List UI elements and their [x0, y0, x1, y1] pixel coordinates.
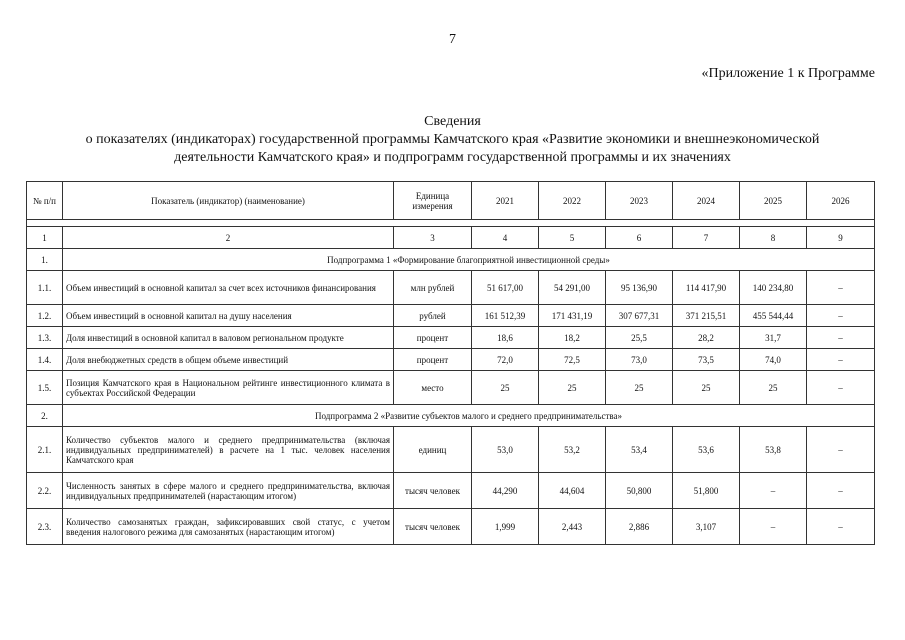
indicator-value: 73,5 — [673, 349, 740, 371]
header-year: 2021 — [472, 182, 539, 220]
indicator-value: – — [807, 509, 875, 545]
indicator-unit: процент — [394, 327, 472, 349]
table-row — [27, 427, 875, 473]
column-number: 6 — [606, 227, 673, 249]
indicator-num: 2.2. — [27, 473, 63, 509]
indicator-value: 25 — [539, 371, 606, 405]
indicator-value: – — [807, 473, 875, 509]
indicator-num: 2.1. — [27, 427, 63, 473]
indicator-value: 54 291,00 — [539, 271, 606, 305]
indicator-name: Численность занятых в сфере малого и среднего предпринимательства, включая индивидуальных предпринимателей (нарастающим итогом) — [63, 473, 394, 509]
row-gap — [27, 220, 875, 227]
column-number: 8 — [740, 227, 807, 249]
header-indicator: Показатель (индикатор) (наименование) — [63, 182, 394, 220]
indicator-value: 161 512,39 — [472, 305, 539, 327]
indicator-value: 44,290 — [472, 473, 539, 509]
subprogram-row — [27, 249, 875, 271]
indicator-value: 72,5 — [539, 349, 606, 371]
indicator-num: 1.2. — [27, 305, 63, 327]
indicator-value: – — [807, 271, 875, 305]
header-year: 2022 — [539, 182, 606, 220]
column-number: 7 — [673, 227, 740, 249]
indicator-name: Объем инвестиций в основной капитал на душу населения — [63, 305, 394, 327]
column-number: 2 — [63, 227, 394, 249]
indicator-value: 53,4 — [606, 427, 673, 473]
header-year: 2024 — [673, 182, 740, 220]
indicator-value: 455 544,44 — [740, 305, 807, 327]
indicator-value: 171 431,19 — [539, 305, 606, 327]
header-row — [27, 182, 875, 220]
indicator-value: 114 417,90 — [673, 271, 740, 305]
indicator-num: 1.3. — [27, 327, 63, 349]
indicator-value: 25 — [740, 371, 807, 405]
indicator-unit: рублей — [394, 305, 472, 327]
subprogram-num: 1. — [27, 249, 63, 271]
indicator-value: 25 — [673, 371, 740, 405]
table-row — [27, 327, 875, 349]
document-heading — [30, 113, 875, 167]
indicator-name: Доля внебюджетных средств в общем объеме инвестиций — [63, 349, 394, 371]
indicator-value: 28,2 — [673, 327, 740, 349]
subprogram-row — [27, 405, 875, 427]
indicator-value: 140 234,80 — [740, 271, 807, 305]
indicator-unit: тысяч человек — [394, 509, 472, 545]
indicator-value: 44,604 — [539, 473, 606, 509]
appendix-label: «Приложение 1 к Программе — [701, 66, 875, 81]
indicator-value: – — [807, 427, 875, 473]
header-num: № п/п — [27, 182, 63, 220]
indicator-value: 2,443 — [539, 509, 606, 545]
indicator-value: 73,0 — [606, 349, 673, 371]
indicator-value: 74,0 — [740, 349, 807, 371]
indicator-value: 25 — [606, 371, 673, 405]
header-unit: Единица измерения — [394, 182, 472, 220]
indicator-value: 53,2 — [539, 427, 606, 473]
indicator-value: 18,2 — [539, 327, 606, 349]
indicator-name: Количество самозанятых граждан, зафиксировавших свой статус, с учетом введения налогового режима для самозанятых (нарастающим итогом) — [63, 509, 394, 545]
indicator-value: 95 136,90 — [606, 271, 673, 305]
indicator-value: 53,8 — [740, 427, 807, 473]
table-row — [27, 305, 875, 327]
indicator-value: 53,0 — [472, 427, 539, 473]
indicator-name: Объем инвестиций в основной капитал за счет всех источников финансирования — [63, 271, 394, 305]
indicator-value: 2,886 — [606, 509, 673, 545]
header-year: 2025 — [740, 182, 807, 220]
heading-line-2: о показателях (индикаторах) государственной программы Камчатского края «Развитие экономики и внешнеэкономической — [85, 132, 820, 147]
indicator-num: 2.3. — [27, 509, 63, 545]
subprogram-title: Подпрограмма 1 «Формирование благоприятной инвестиционной среды» — [63, 249, 875, 271]
indicator-value: – — [807, 305, 875, 327]
indicator-value: 307 677,31 — [606, 305, 673, 327]
column-number: 1 — [27, 227, 63, 249]
column-number-row — [27, 227, 875, 249]
column-number: 4 — [472, 227, 539, 249]
indicator-value: 51 617,00 — [472, 271, 539, 305]
indicator-value: – — [740, 473, 807, 509]
indicator-unit: процент — [394, 349, 472, 371]
indicator-value: 1,999 — [472, 509, 539, 545]
heading-line-3: деятельности Камчатского края» и подпрограмм государственной программы и их значениях — [174, 150, 731, 165]
indicator-num: 1.5. — [27, 371, 63, 405]
indicator-value: 31,7 — [740, 327, 807, 349]
indicator-value: 18,6 — [472, 327, 539, 349]
indicator-value: 53,6 — [673, 427, 740, 473]
table-row — [27, 371, 875, 405]
indicator-name: Доля инвестиций в основной капитал в валовом региональном продукте — [63, 327, 394, 349]
indicator-value: 25 — [472, 371, 539, 405]
indicator-name: Позиция Камчатского края в Национальном рейтинге инвестиционного климата в субъектах Российской Федерации — [63, 371, 394, 405]
table-body — [27, 182, 875, 545]
indicator-value: – — [807, 327, 875, 349]
table-row — [27, 473, 875, 509]
heading-line-1: Сведения — [424, 114, 481, 129]
indicators-table — [26, 181, 875, 545]
indicator-value: – — [740, 509, 807, 545]
indicator-value: 50,800 — [606, 473, 673, 509]
indicator-value: – — [807, 349, 875, 371]
column-number: 9 — [807, 227, 875, 249]
indicator-value: 371 215,51 — [673, 305, 740, 327]
column-number: 5 — [539, 227, 606, 249]
indicator-value: 3,107 — [673, 509, 740, 545]
indicator-value: 51,800 — [673, 473, 740, 509]
header-year: 2023 — [606, 182, 673, 220]
indicator-value: – — [807, 371, 875, 405]
table-row — [27, 509, 875, 545]
indicator-name: Количество субъектов малого и среднего предпринимательства (включая индивидуальных предпринимателей) в расчете на 1 тыс. человек населения Камчатского края — [63, 427, 394, 473]
indicator-unit: единиц — [394, 427, 472, 473]
subprogram-title: Подпрограмма 2 «Развитие субъектов малого и среднего предпринимательства» — [63, 405, 875, 427]
indicator-unit: место — [394, 371, 472, 405]
column-number: 3 — [394, 227, 472, 249]
table-row — [27, 271, 875, 305]
page-number: 7 — [449, 32, 456, 47]
indicator-num: 1.1. — [27, 271, 63, 305]
indicator-value: 25,5 — [606, 327, 673, 349]
indicator-num: 1.4. — [27, 349, 63, 371]
indicator-unit: тысяч человек — [394, 473, 472, 509]
indicator-unit: млн рублей — [394, 271, 472, 305]
table-row — [27, 349, 875, 371]
indicator-value: 72,0 — [472, 349, 539, 371]
header-year: 2026 — [807, 182, 875, 220]
subprogram-num: 2. — [27, 405, 63, 427]
